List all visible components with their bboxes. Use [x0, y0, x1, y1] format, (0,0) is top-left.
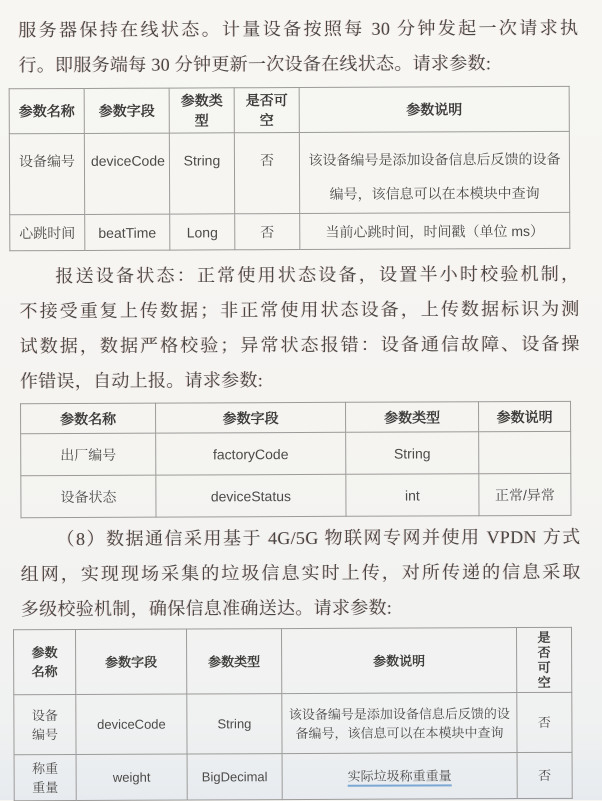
cell-param-type: String [187, 694, 282, 754]
column-header-nullable [516, 627, 571, 692]
cell-nullable: 否 [235, 214, 300, 250]
paragraph-line: 多级校验机制，确保信息准确送达。请求参数: [20, 597, 393, 620]
cell-param-desc [479, 431, 571, 473]
table-header-row [9, 86, 569, 133]
table-header-row [21, 401, 571, 433]
cell-param-field: beatTime [85, 214, 170, 250]
column-header-param-type: 参数类型 [346, 402, 479, 433]
cell-param-type: Long [170, 214, 235, 250]
paragraph-line: 不接受重复上传数据；非正常使用状态设备，上传数据标识为测 [19, 298, 580, 322]
column-header-param-desc: 参数说明 [299, 86, 569, 132]
column-header-param-field: 参数字段 [75, 629, 186, 694]
paragraph-line: （8）数据通信采用基于 4G/5G 物联网专网并使用 VPDN 方式 [56, 526, 581, 550]
cell-param-type: BigDecimal [187, 754, 282, 800]
cell-param-type: String [169, 133, 234, 214]
column-header-nullable: 是否可空 [234, 88, 299, 133]
column-header-param-name: 参数名称 [21, 403, 156, 434]
cell-nullable: 否 [517, 752, 572, 798]
cell-param-type: String [346, 432, 479, 475]
upload-params-table [13, 627, 573, 801]
cell-param-name: 出厂编号 [21, 433, 156, 476]
cell-label: 称重重量 [32, 760, 59, 795]
column-header-param-type: 参数类型 [169, 88, 234, 133]
cell-param-name: 设备状态 [21, 475, 156, 518]
cell-param-desc: 正常/异常 [479, 473, 571, 515]
column-header-param-name [13, 629, 75, 694]
cell-param-desc [282, 753, 517, 800]
cell-param-type: int [346, 474, 479, 517]
paragraph-line: 服务器保持在线状态。计量设备按照每 30 分钟发起一次请求执 [18, 17, 579, 41]
cell-param-field: deviceStatus [156, 474, 346, 517]
heartbeat-params-table [9, 86, 571, 251]
paragraph-data-comm [21, 520, 581, 627]
device-status-params-table [20, 401, 571, 518]
cell-param-desc: 当前心跳时间，时间戳（单位 ms） [300, 212, 570, 249]
paragraph-heartbeat-intro [18, 11, 578, 83]
cell-param-name [14, 694, 76, 754]
vertical-header-label: 是否可空 [537, 629, 551, 690]
paragraph-line: 试数据，数据严格校验；异常状态报错：设备通信故障、设备操 [19, 333, 580, 357]
cell-param-desc: 该设备编号是添加设备信息后反馈的设备编号，该信息可以在本模块中查询 [282, 693, 517, 754]
column-header-param-desc: 参数说明 [479, 401, 571, 431]
cell-nullable: 否 [234, 133, 299, 214]
cell-param-name [14, 754, 76, 800]
column-header-param-field: 参数字段 [84, 88, 169, 133]
column-header-param-field: 参数字段 [156, 402, 346, 433]
column-header-param-desc: 参数说明 [281, 628, 516, 694]
table-row-beat-time [10, 212, 570, 250]
cell-nullable: 否 [517, 692, 572, 752]
paragraph-device-status [19, 257, 580, 399]
column-header-param-type: 参数类型 [186, 629, 281, 694]
cell-param-desc: 该设备编号是添加设备信息后反馈的设备 编号，该信息可以在本模块中查询 [299, 131, 569, 213]
cell-param-name: 心跳时间 [10, 214, 85, 250]
column-header-param-name: 参数名称 [9, 88, 84, 133]
cell-param-field: deviceCode [84, 133, 169, 214]
paragraph-line: 行。即服务端每 30 分钟更新一次设备在线状态。请求参数: [18, 53, 492, 76]
cell-param-field: factoryCode [156, 432, 346, 475]
table-header-row [13, 627, 571, 694]
cell-label: 设备编号 [31, 707, 58, 742]
table-row-device-status [21, 473, 571, 517]
table-row-device-code [9, 131, 569, 214]
cell-param-name: 设备编号 [9, 133, 84, 214]
table-row-weight [14, 752, 572, 800]
table-row-factory-code [21, 431, 571, 475]
underlined-text: 实际垃圾称重重量 [348, 768, 452, 786]
paragraph-line: 作错误，自动上报。请求参数: [19, 370, 264, 392]
table-row-device-code [14, 692, 572, 754]
header-label: 参数名称 [31, 645, 58, 680]
cell-param-field: weight [76, 754, 187, 800]
cell-param-field: deviceCode [76, 694, 187, 754]
paragraph-line: 报送设备状态：正常使用状态设备，设置半小时校验机制， [55, 263, 580, 287]
paragraph-line: 组网，实现现场采集的垃圾信息实时上传，对所传递的信息采取 [20, 561, 581, 585]
